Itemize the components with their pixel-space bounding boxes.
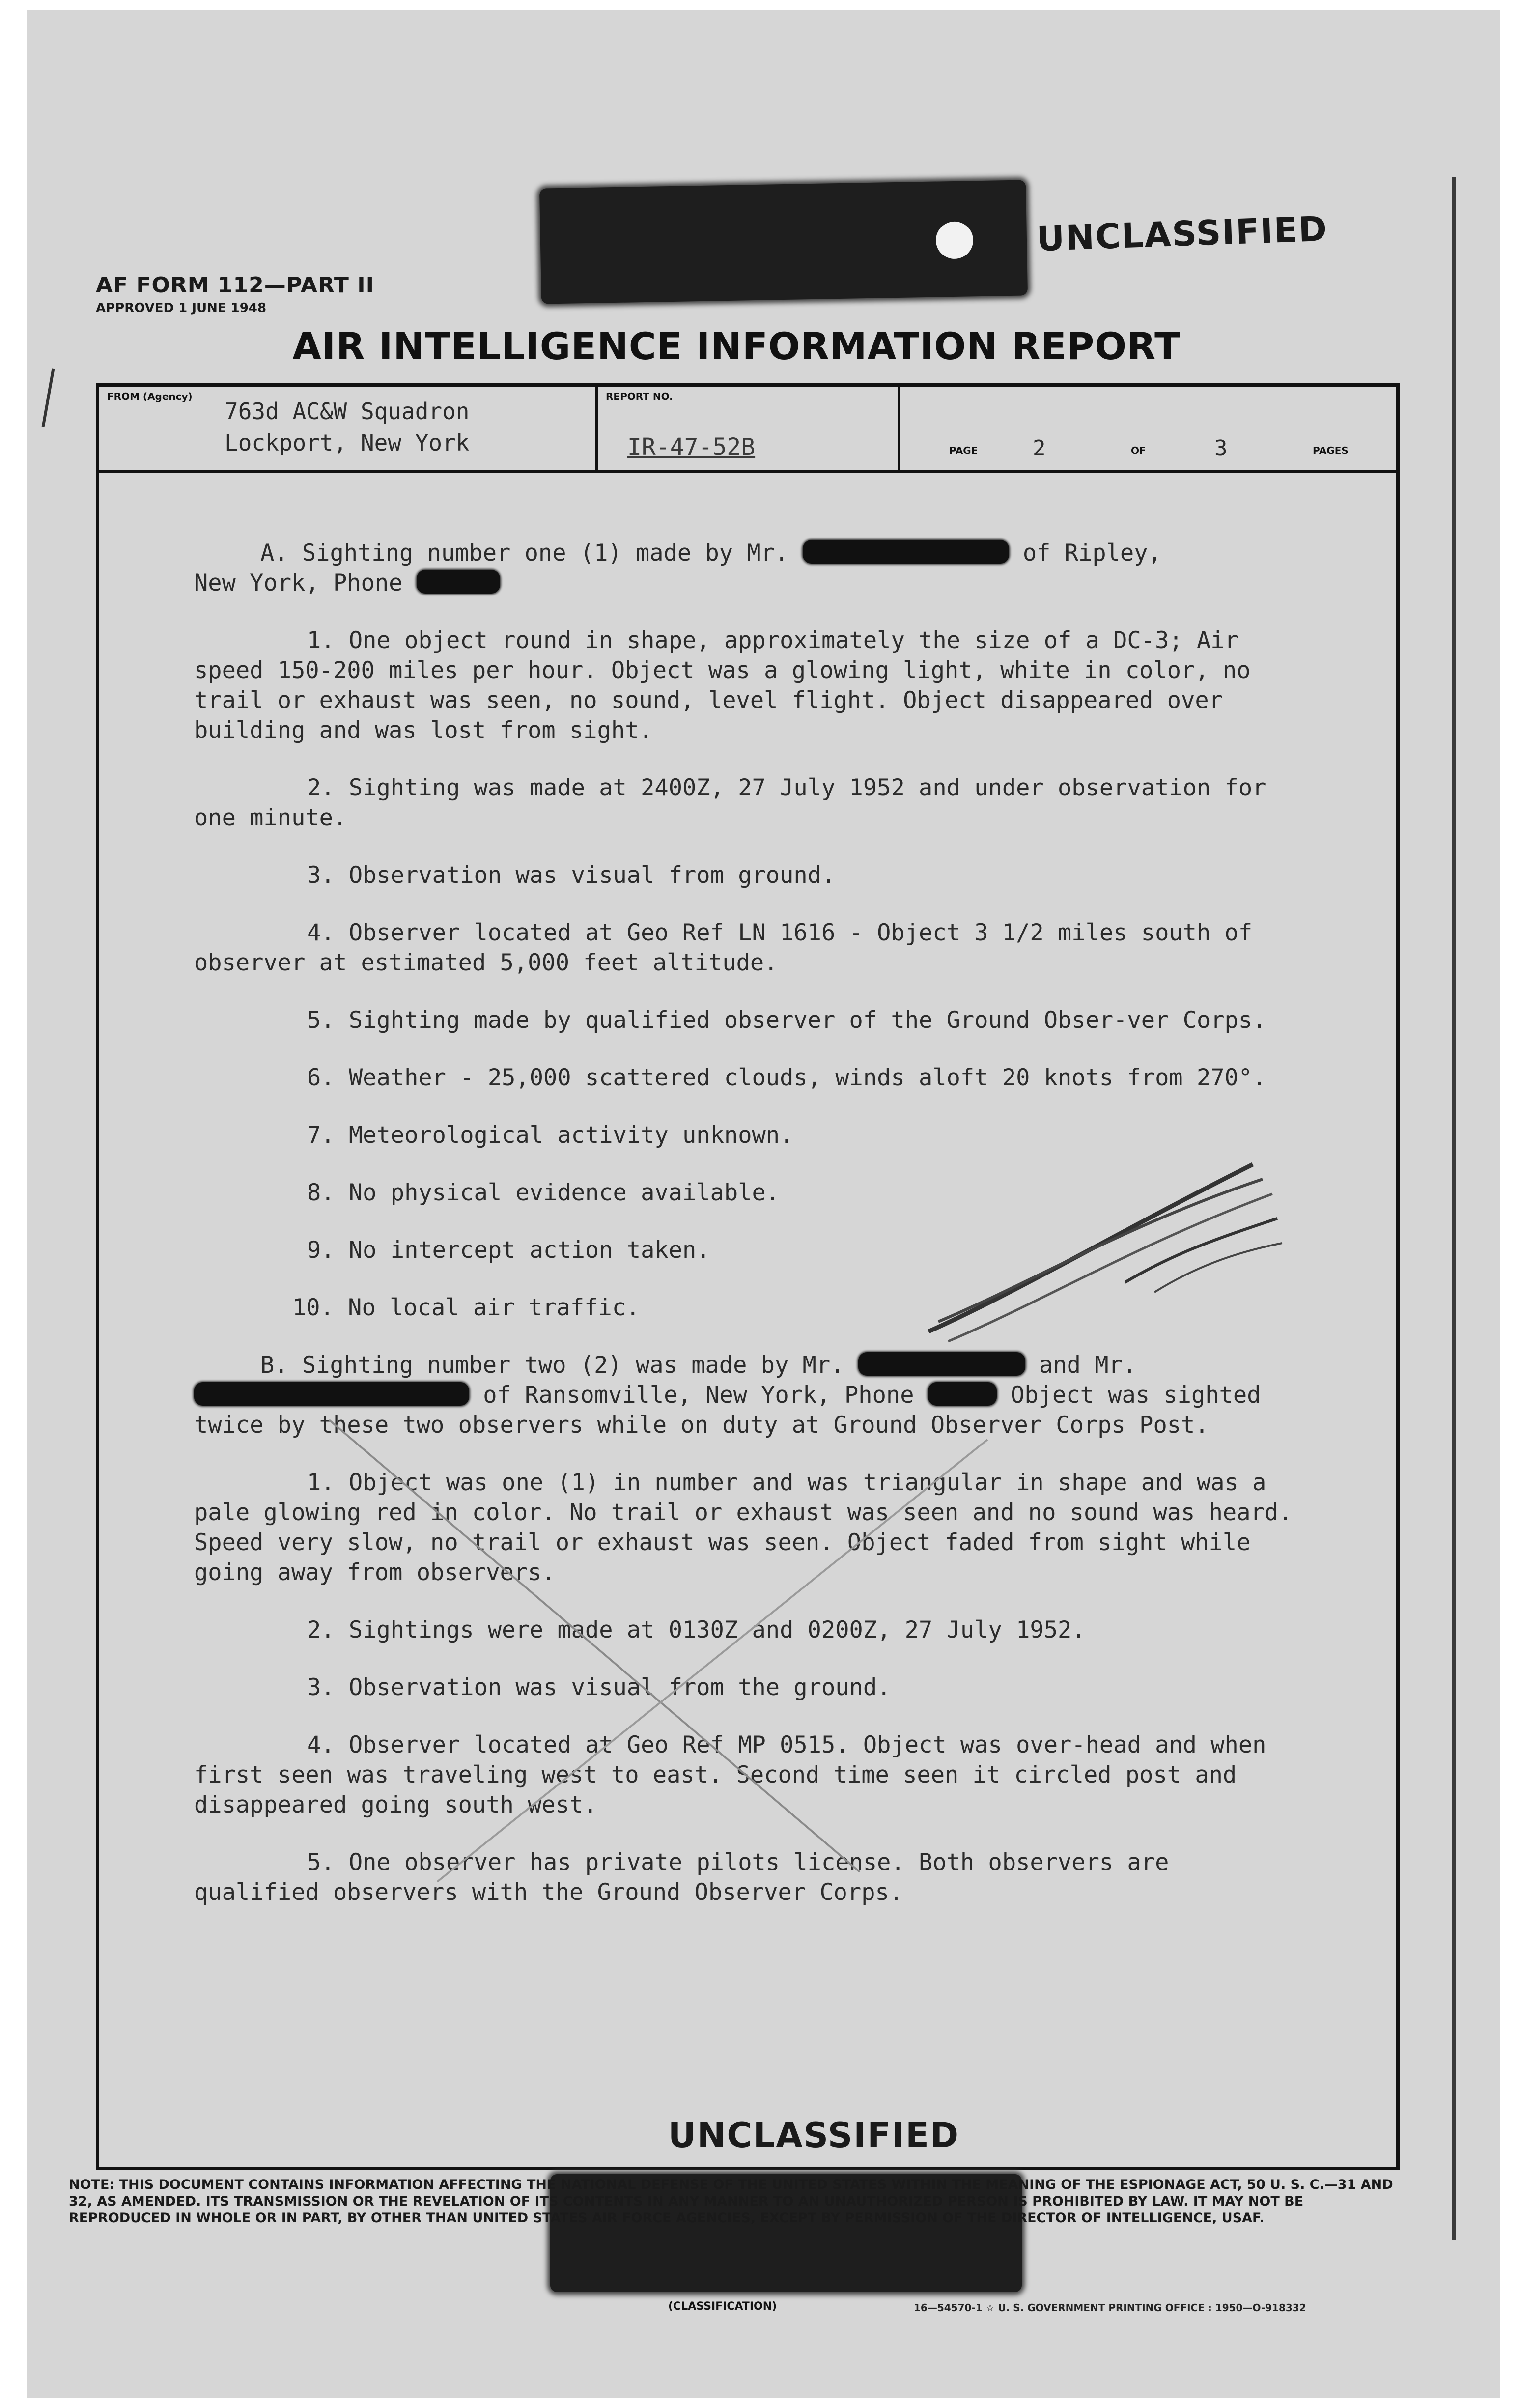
report-number-cell [598, 387, 900, 470]
espionage-notice: NOTE: THIS DOCUMENT CONTAINS INFORMATION AFFECTING THE NATIONAL DEFENSE OF THE UNITED STATES WITHIN THE MEANING OF THE ESPIONAGE ACT, 50 U. S. C.—31 AND 32, AS AMENDED. ITS TRANSMISSION OR THE REVELATION OF ITS CONTENTS IN ANY MANNER TO AN UNAUTHORIZED PERSON IS PROHIBITED BY LAW. IT MAY NOT BE REPRODUCED IN WHOLE OR IN PART, BY OTHER THAN UNITED STATES AIR FORCE AGENCIES, EXCEPT BY PERMISSION OF THE DIRECTOR OF INTELLIGENCE, USAF. [69, 2177, 1393, 2226]
report-number-label: REPORT NO. [606, 391, 673, 402]
classification-label: (CLASSIFICATION) [668, 2300, 777, 2313]
form-number: AF FORM 112—PART II [96, 273, 374, 298]
page-label: PAGE [949, 445, 978, 456]
section-b-lead-start: B. Sighting number two (2) was made by Mr. [260, 1352, 844, 1379]
of-label: OF [1131, 445, 1146, 456]
section-b-item: 4. Observer located at Geo Ref MP 0515. Object was over-head and when first seen was traveling west to east. Second time seen it circled post and disappeared going south west. [194, 1731, 1266, 1818]
classification-bottom: UNCLASSIFIED [668, 2115, 960, 2155]
redaction-stamp-top [539, 180, 1028, 304]
section-b-lead-and: and Mr. [1039, 1352, 1137, 1379]
section-a-item: 6. Weather - 25,000 scattered clouds, winds aloft 20 knots from 270°. [307, 1064, 1266, 1091]
section-a-item: 1. One object round in shape, approximately the size of a DC-3; Air speed 150-200 miles per hour. Object was a glowing light, white in color, no trail or exhaust was seen, no sound, level flight. Object disappeared over building and was lost from sight. [194, 627, 1251, 744]
report-header [96, 383, 1400, 473]
section-a-lead-line2: New York, Phone [194, 569, 403, 596]
section-a-item: 9. No intercept action taken. [307, 1237, 710, 1264]
handwritten-scribble [919, 1145, 1292, 1351]
form-approval: APPROVED 1 JUNE 1948 [96, 301, 267, 315]
redaction [803, 540, 1009, 564]
report-number: IR-47-52B [627, 433, 756, 461]
report-title: AIR INTELLIGENCE INFORMATION REPORT [292, 324, 1181, 368]
section-b-item: 2. Sightings were made at 0130Z and 0200Z, 27 July 1952. [307, 1616, 1086, 1643]
section-a-lead-mid: of Ripley, [1022, 539, 1162, 567]
page-cell [900, 387, 1396, 470]
from-agency [225, 396, 470, 458]
form-identifier [96, 273, 374, 315]
cross-out-mark [309, 1400, 1046, 1892]
section-a-item: 2. Sighting was made at 2400Z, 27 July 1952 and under observation for one minute. [194, 774, 1266, 831]
section-a-item: 4. Observer located at Geo Ref LN 1616 - Object 3 1/2 miles south of observer at estimated 5,000 feet altitude. [194, 919, 1253, 976]
punch-hole [935, 221, 973, 259]
section-b-item: 5. One observer has private pilots license. Both observers are qualified observers with the Ground Observer Corps. [194, 1849, 1169, 1906]
from-line-1: 763d AC&W Squadron [225, 398, 470, 425]
redaction [417, 570, 500, 594]
sheet-edge [1452, 177, 1456, 2240]
page-total: 3 [1214, 436, 1228, 461]
section-a-item: 7. Meteorological activity unknown. [307, 1122, 794, 1149]
section-a-item: 10. No local air traffic. [292, 1294, 640, 1321]
pages-label: PAGES [1313, 445, 1349, 456]
redaction [858, 1352, 1025, 1376]
printing-office-line: 16—54570-1 ☆ U. S. GOVERNMENT PRINTING OFFICE : 1950—O-918332 [914, 2302, 1306, 2314]
section-b-item: 1. Object was one (1) in number and was triangular in shape and was a pale glowing red in color. No trail or exhaust was seen and no sound was heard. Speed very slow, no trail or exhaust was seen. Object faded from sight while going away from observers. [194, 1469, 1293, 1586]
section-b-lead-line2b: Object was sighted twice by these two observers while on duty at Ground Observer Corps Post. [194, 1382, 1261, 1439]
section-a-lead-start: A. Sighting number one (1) made by Mr. [260, 539, 789, 567]
section-b-lead-line2a: of Ransomville, New York, Phone [483, 1382, 914, 1409]
classification-top: UNCLASSIFIED [1036, 208, 1329, 259]
section-a-lead [194, 538, 1304, 598]
section-a-item: 5. Sighting made by qualified observer of the Ground Obser-ver Corps. [307, 1007, 1266, 1034]
from-cell [99, 387, 598, 470]
section-a-item: 3. Observation was visual from ground. [307, 862, 836, 889]
section-a-item: 8. No physical evidence available. [307, 1179, 780, 1206]
section-b-item: 3. Observation was visual from the ground. [307, 1674, 891, 1701]
page-number: 2 [1033, 436, 1046, 461]
from-line-2: Lockport, New York [225, 429, 470, 456]
from-label: FROM (Agency) [107, 391, 193, 402]
